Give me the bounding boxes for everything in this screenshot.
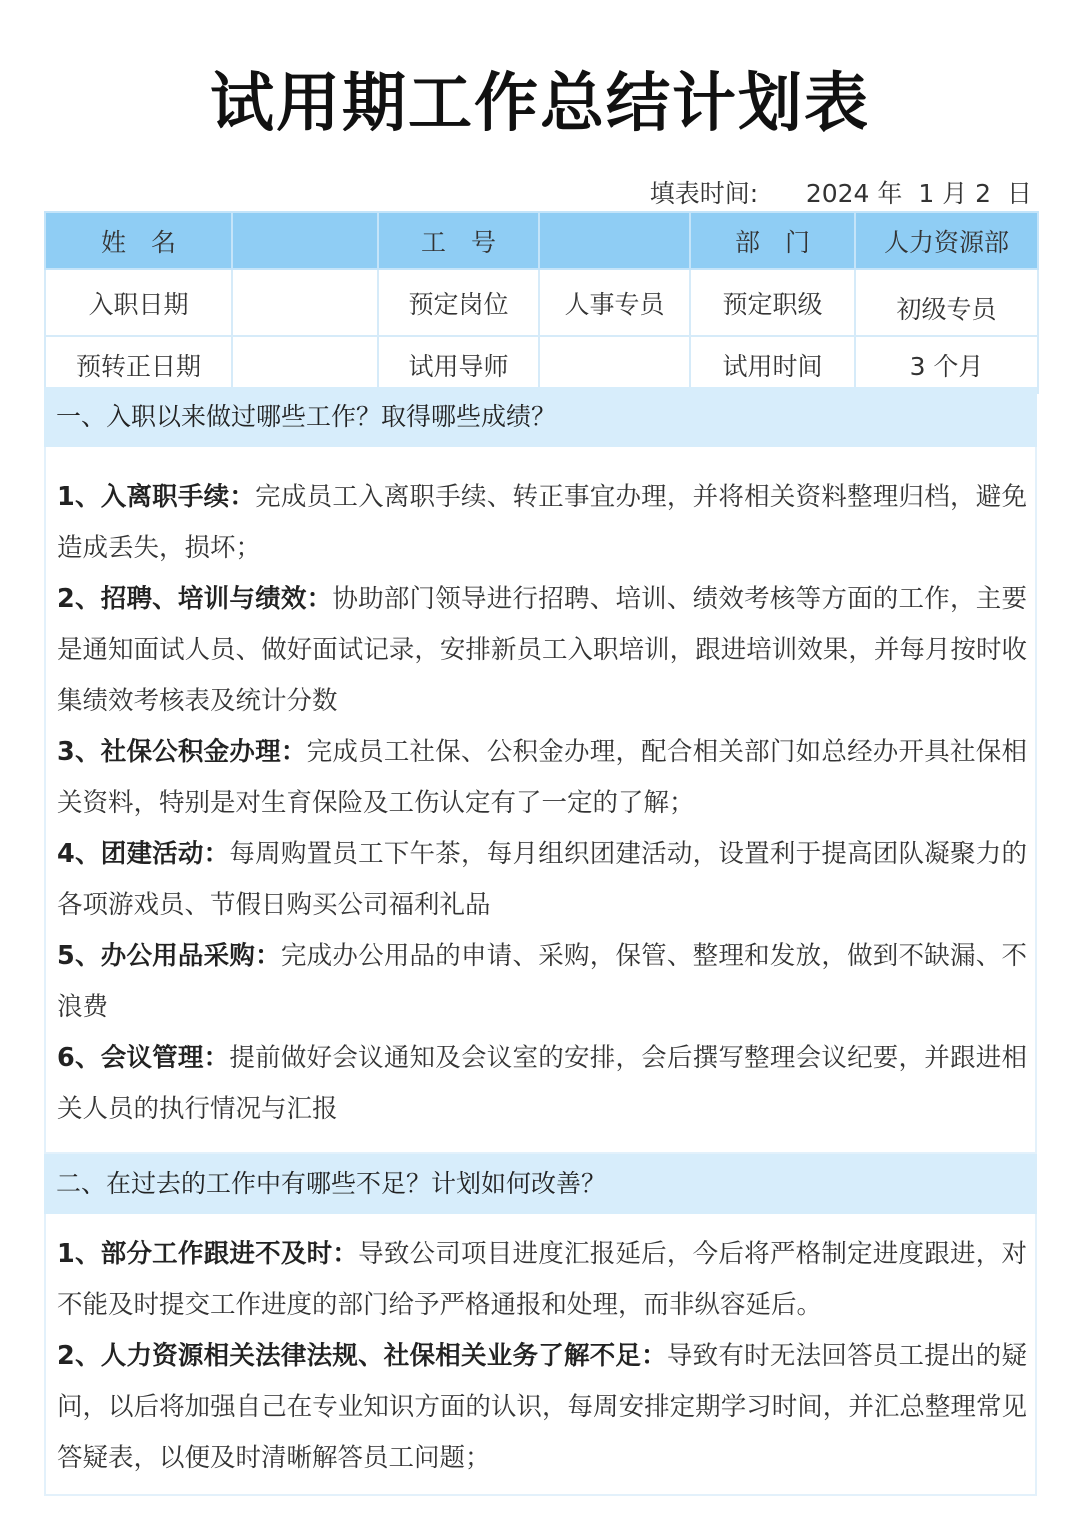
list-item <box>57 931 1027 1033</box>
value-name[interactable] <box>232 212 378 269</box>
item-text: 完成办公用品的申请、采购，保管、整理和发放，做到不缺漏、不浪费 <box>57 941 1027 1022</box>
label-position: 预定岗位 <box>378 269 539 336</box>
item-title: 1、部分工作跟进不及时： <box>57 1239 359 1269</box>
item-text: 完成员工社保、公积金办理，配合相关部门如总经办开具社保相关资料，特别是对生育保险及工伤认定有了一定的了解； <box>57 737 1027 818</box>
day-unit: 日 <box>1006 179 1032 208</box>
item-text: 协助部门领导进行招聘、培训、绩效考核等方面的工作，主要是通知面试人员、做好面试记录，安排新员工入职培训，跟进培训效果，并每月按时收集绩效考核表及统计分数 <box>57 584 1027 716</box>
label-regular-date: 预转正日期 <box>45 336 232 393</box>
section1-body <box>44 447 1037 1154</box>
section1-heading: 一、入职以来做过哪些工作？取得哪些成绩？ <box>44 387 1037 447</box>
label-department: 部 门 <box>690 212 855 269</box>
value-hire-date[interactable] <box>232 269 378 336</box>
label-employee-id: 工 号 <box>378 212 539 269</box>
fill-month: 1 <box>918 179 935 208</box>
value-mentor[interactable] <box>539 336 690 393</box>
table-row <box>45 336 1038 393</box>
fill-day: 2 <box>975 179 992 208</box>
value-regular-date[interactable] <box>232 336 378 393</box>
item-text: 完成员工入离职手续、转正事宜办理，并将相关资料整理归档，避免造成丢失，损坏； <box>57 482 1027 563</box>
item-title: 2、人力资源相关法律法规、社保相关业务了解不足： <box>57 1341 667 1371</box>
fill-date <box>650 174 1032 210</box>
list-item <box>57 1331 1027 1484</box>
value-department[interactable]: 人力资源部 <box>855 212 1038 269</box>
list-item <box>57 1229 1027 1331</box>
label-hire-date: 入职日期 <box>45 269 232 336</box>
item-text: 导致有时无法回答员工提出的疑问，以后将加强自己在专业知识方面的认识，每周安排定期学习时间，并汇总整理常见答疑表，以便及时清晰解答员工问题； <box>57 1341 1027 1473</box>
item-title: 1、入离职手续： <box>57 482 256 512</box>
value-level[interactable]: 初级专员 <box>855 269 1038 336</box>
value-probation-period[interactable]: 3 个月 <box>855 336 1038 393</box>
item-title: 4、团建活动： <box>57 839 230 869</box>
info-table <box>44 211 1039 394</box>
fill-date-label: 填表时间: <box>649 179 759 208</box>
list-item <box>57 727 1027 829</box>
item-title: 6、会议管理： <box>57 1043 230 1073</box>
label-name: 姓 名 <box>45 212 232 269</box>
fill-year: 2024 <box>805 179 870 208</box>
table-row <box>45 269 1038 336</box>
value-employee-id[interactable] <box>539 212 690 269</box>
table-row <box>45 212 1038 269</box>
label-mentor: 试用导师 <box>378 336 539 393</box>
item-text: 每周购置员工下午茶，每月组织团建活动，设置利于提高团队凝聚力的各项游戏员、节假日购买公司福利礼品 <box>57 839 1027 920</box>
list-item <box>57 574 1027 727</box>
label-probation-period: 试用时间 <box>690 336 855 393</box>
item-text: 提前做好会议通知及会议室的安排，会后撰写整理会议纪要，并跟进相关人员的执行情况与汇报 <box>57 1043 1027 1124</box>
page-title: 试用期工作总结计划表 <box>210 66 870 141</box>
item-title: 5、办公用品采购： <box>57 941 281 971</box>
value-position[interactable]: 人事专员 <box>539 269 690 336</box>
year-unit: 年 <box>877 179 903 208</box>
list-item <box>57 1033 1027 1135</box>
item-title: 3、社保公积金办理： <box>57 737 307 767</box>
section2-heading: 二、在过去的工作中有哪些不足？计划如何改善？ <box>44 1154 1037 1214</box>
list-item <box>57 472 1027 574</box>
item-title: 2、招聘、培训与绩效： <box>57 584 333 614</box>
list-item <box>57 829 1027 931</box>
section2-body <box>44 1214 1037 1496</box>
month-unit: 月 <box>942 179 968 208</box>
item-text: 导致公司项目进度汇报延后，今后将严格制定进度跟进，对不能及时提交工作进度的部门给予严格通报和处理，而非纵容延后。 <box>57 1239 1027 1320</box>
label-level: 预定职级 <box>690 269 855 336</box>
